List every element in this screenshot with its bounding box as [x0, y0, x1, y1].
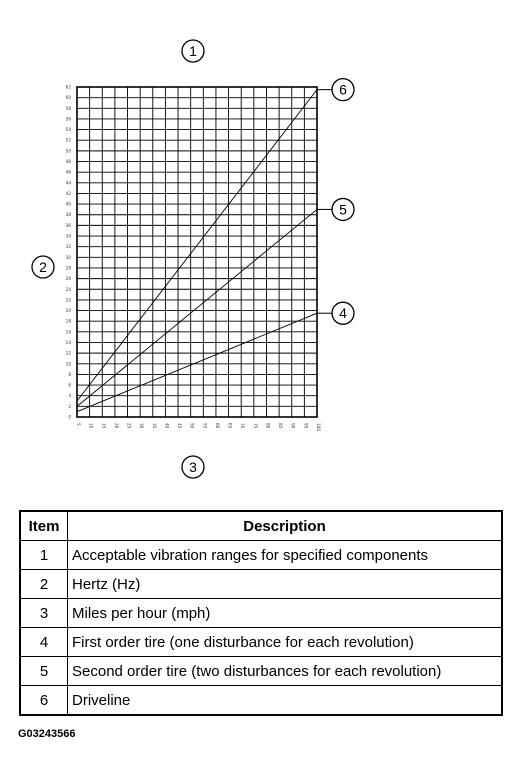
x-tick-label: 45: [177, 423, 183, 429]
x-tick-label: 25: [126, 423, 132, 429]
legend-table: [19, 510, 503, 716]
x-tick-label: 65: [227, 423, 233, 429]
y-tick-label: 62: [65, 84, 71, 90]
callout-number: 5: [339, 201, 347, 218]
x-tick-label: 55: [202, 423, 208, 429]
table-row: [20, 628, 502, 657]
item-description: Hertz (Hz): [68, 570, 503, 599]
x-axis-ticks: [76, 423, 321, 431]
description-header: Description: [68, 511, 503, 541]
series-callout: [332, 79, 354, 101]
x-tick-label: 15: [101, 423, 107, 429]
callout-top: [182, 40, 204, 62]
figure-id: G03243566: [18, 728, 76, 740]
callout-number: 1: [189, 43, 197, 59]
y-tick-label: 54: [65, 127, 71, 133]
x-tick-label: 10: [88, 423, 94, 429]
x-tick-label: 85: [278, 423, 284, 429]
series-callout: [332, 302, 354, 324]
y-tick-label: 16: [65, 329, 71, 335]
y-axis-ticks: [66, 85, 72, 420]
table-row: [20, 541, 502, 570]
x-tick-label: 50: [189, 423, 195, 429]
series-line: [77, 313, 317, 411]
y-tick-label: 30: [65, 254, 71, 260]
table-row: [20, 686, 502, 716]
x-tick-label: 80: [265, 423, 271, 429]
x-tick-label: 100: [316, 423, 321, 431]
item-number: 2: [20, 570, 68, 599]
x-tick-label: 90: [290, 423, 296, 429]
item-description: Driveline: [68, 686, 503, 716]
item-description: Second order tire (two disturbances for each revolution): [68, 657, 503, 686]
callout-bottom: [182, 456, 204, 478]
y-tick-label: 38: [65, 212, 71, 218]
y-tick-label: 0: [68, 414, 71, 420]
y-tick-label: 42: [65, 190, 71, 196]
item-header: Item: [20, 511, 68, 541]
x-tick-label: 5: [76, 423, 81, 426]
y-tick-label: 60: [65, 95, 71, 101]
y-tick-label: 50: [65, 148, 71, 154]
x-tick-label: 70: [240, 423, 246, 429]
chart-callouts: [32, 40, 354, 478]
y-tick-label: 12: [65, 350, 71, 356]
table-row: [20, 570, 502, 599]
legend-header-row: [20, 511, 502, 541]
item-description: Acceptable vibration ranges for specified components: [68, 541, 503, 570]
y-tick-label: 22: [65, 297, 71, 303]
callout-left: [32, 256, 54, 278]
item-description: Miles per hour (mph): [68, 599, 503, 628]
callout-number: 6: [339, 81, 347, 98]
x-tick-label: 75: [252, 423, 258, 429]
y-tick-label: 56: [65, 116, 71, 122]
y-tick-label: 2: [68, 403, 71, 409]
series-line: [77, 90, 317, 401]
item-description: First order tire (one disturbance for each revolution): [68, 628, 503, 657]
item-number: 4: [20, 628, 68, 657]
item-number: 5: [20, 657, 68, 686]
callout-number: 4: [339, 305, 347, 322]
x-tick-label: 60: [214, 423, 220, 429]
y-tick-label: 48: [65, 159, 71, 165]
callout-number: 3: [189, 459, 197, 475]
y-tick-label: 32: [65, 244, 71, 250]
item-number: 3: [20, 599, 68, 628]
x-tick-label: 30: [139, 423, 145, 429]
series-callout: [332, 198, 354, 220]
x-tick-label: 40: [164, 423, 170, 429]
y-tick-label: 14: [65, 339, 71, 345]
y-tick-label: 26: [65, 276, 71, 282]
y-tick-label: 20: [65, 308, 71, 314]
y-tick-label: 18: [65, 318, 71, 324]
y-tick-label: 28: [65, 265, 71, 271]
table-row: [20, 599, 502, 628]
y-tick-label: 8: [68, 371, 71, 377]
y-tick-label: 52: [65, 137, 71, 143]
y-tick-label: 4: [68, 393, 71, 399]
y-tick-label: 44: [65, 180, 71, 186]
x-tick-label: 35: [151, 423, 157, 429]
item-number: 6: [20, 686, 68, 716]
callout-number: 2: [39, 259, 47, 275]
y-tick-label: 36: [65, 222, 71, 228]
y-tick-label: 46: [65, 169, 71, 175]
y-tick-label: 58: [65, 105, 71, 111]
series-line: [77, 209, 317, 406]
y-tick-label: 10: [65, 361, 71, 367]
y-tick-label: 24: [65, 286, 71, 292]
y-tick-label: 34: [65, 233, 71, 239]
y-tick-label: 40: [65, 201, 71, 207]
x-tick-label: 95: [303, 423, 309, 429]
x-tick-label: 20: [113, 423, 119, 429]
table-row: [20, 657, 502, 686]
y-tick-label: 6: [68, 382, 71, 388]
item-number: 1: [20, 541, 68, 570]
